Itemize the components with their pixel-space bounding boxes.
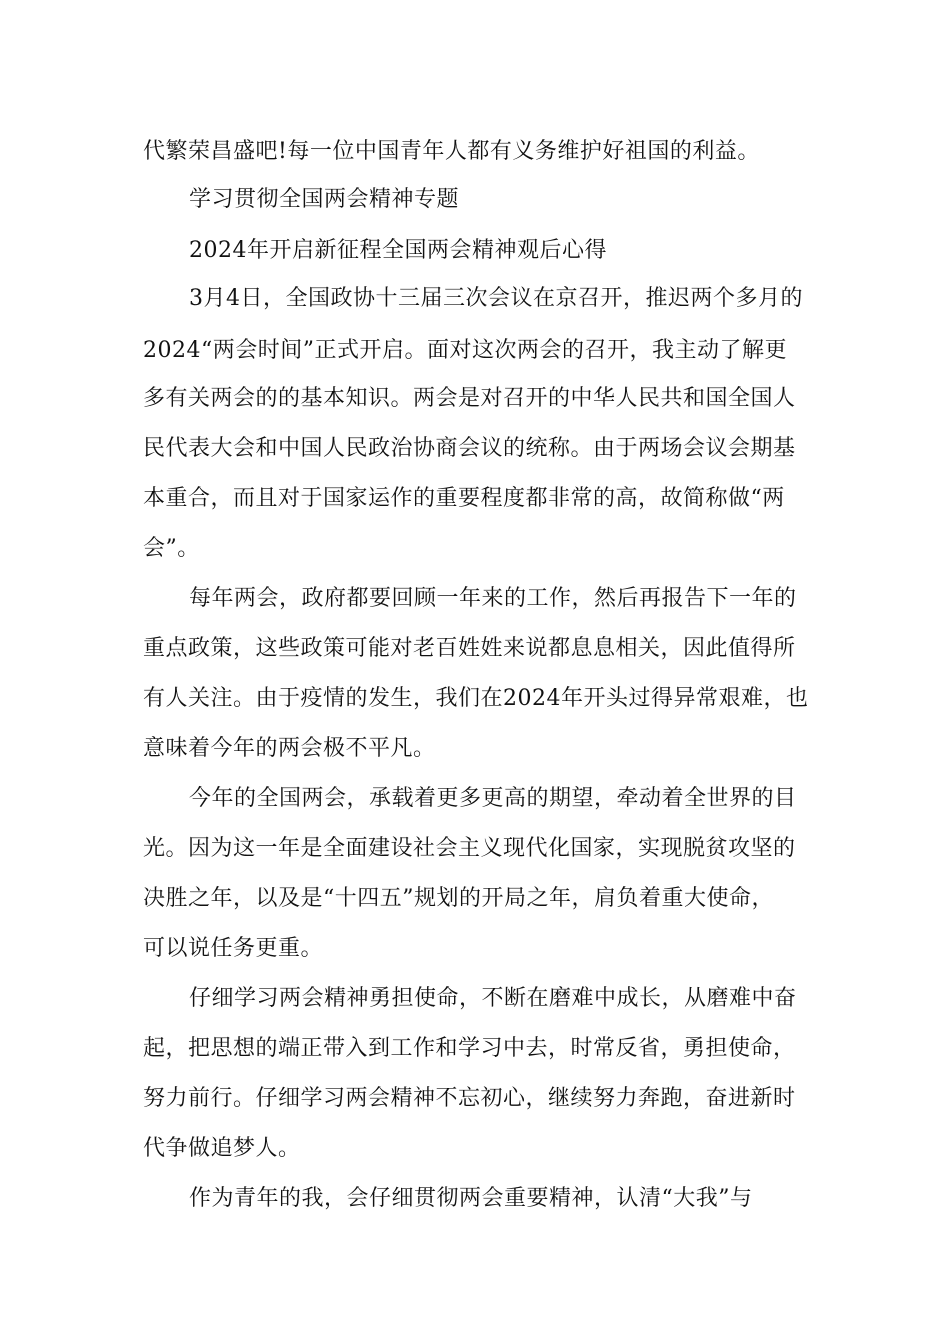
text-line: 代繁荣昌盛吧!每一位中国青年人都有义务维护好祖国的利益。 [143, 139, 760, 164]
text-line: 意味着今年的两会极不平凡。 [143, 736, 436, 761]
text-line: 作为青年的我，会仔细贯彻两会重要精神，认清“大我”与 [189, 1186, 753, 1211]
article-title: 2024年开启新征程全国两会精神观后心得 [189, 238, 607, 263]
text-line: 有人关注。由于疫情的发生，我们在2024年开头过得异常艰难，也 [143, 686, 809, 711]
text-line: 努力前行。仔细学习两会精神不忘初心，继续努力奔跑，奋进新时 [143, 1086, 796, 1111]
text-line: 重点政策，这些政策可能对老百姓姓来说都息息相关，因此值得所 [143, 636, 796, 661]
text-line: 多有关两会的的基本知识。两会是对召开的中华人民共和国全国人 [143, 386, 796, 411]
text-line: 仔细学习两会精神勇担使命，不断在磨难中成长，从磨难中奋 [189, 986, 797, 1011]
text-line: 起，把思想的端正带入到工作和学习中去，时常反省，勇担使命， [143, 1036, 796, 1061]
text-line: 代争做追梦人。 [143, 1136, 301, 1161]
text-line: 2024“两会时间”正式开启。面对这次两会的召开，我主动了解更 [143, 338, 787, 363]
text-line: 民代表大会和中国人民政治协商会议的统称。由于两场会议会期基 [143, 436, 796, 461]
text-line: 每年两会，政府都要回顾一年来的工作，然后再报告下一年的 [189, 586, 797, 611]
text-line: 3月4日，全国政协十三届三次会议在京召开，推迟两个多月的 [189, 286, 803, 311]
text-line: 可以说任务更重。 [143, 936, 324, 961]
text-line: 决胜之年，以及是“十四五”规划的开局之年，肩负着重大使命， [143, 886, 774, 911]
text-line: 光。因为这一年是全面建设社会主义现代化国家，实现脱贫攻坚的 [143, 836, 796, 861]
text-line: 本重合，而且对于国家运作的重要程度都非常的高，故简称做“两 [143, 486, 785, 511]
text-line: 会”。 [143, 536, 200, 561]
text-line: 今年的全国两会，承载着更多更高的期望，牵动着全世界的目 [189, 786, 797, 811]
section-heading: 学习贯彻全国两会精神专题 [189, 187, 460, 212]
